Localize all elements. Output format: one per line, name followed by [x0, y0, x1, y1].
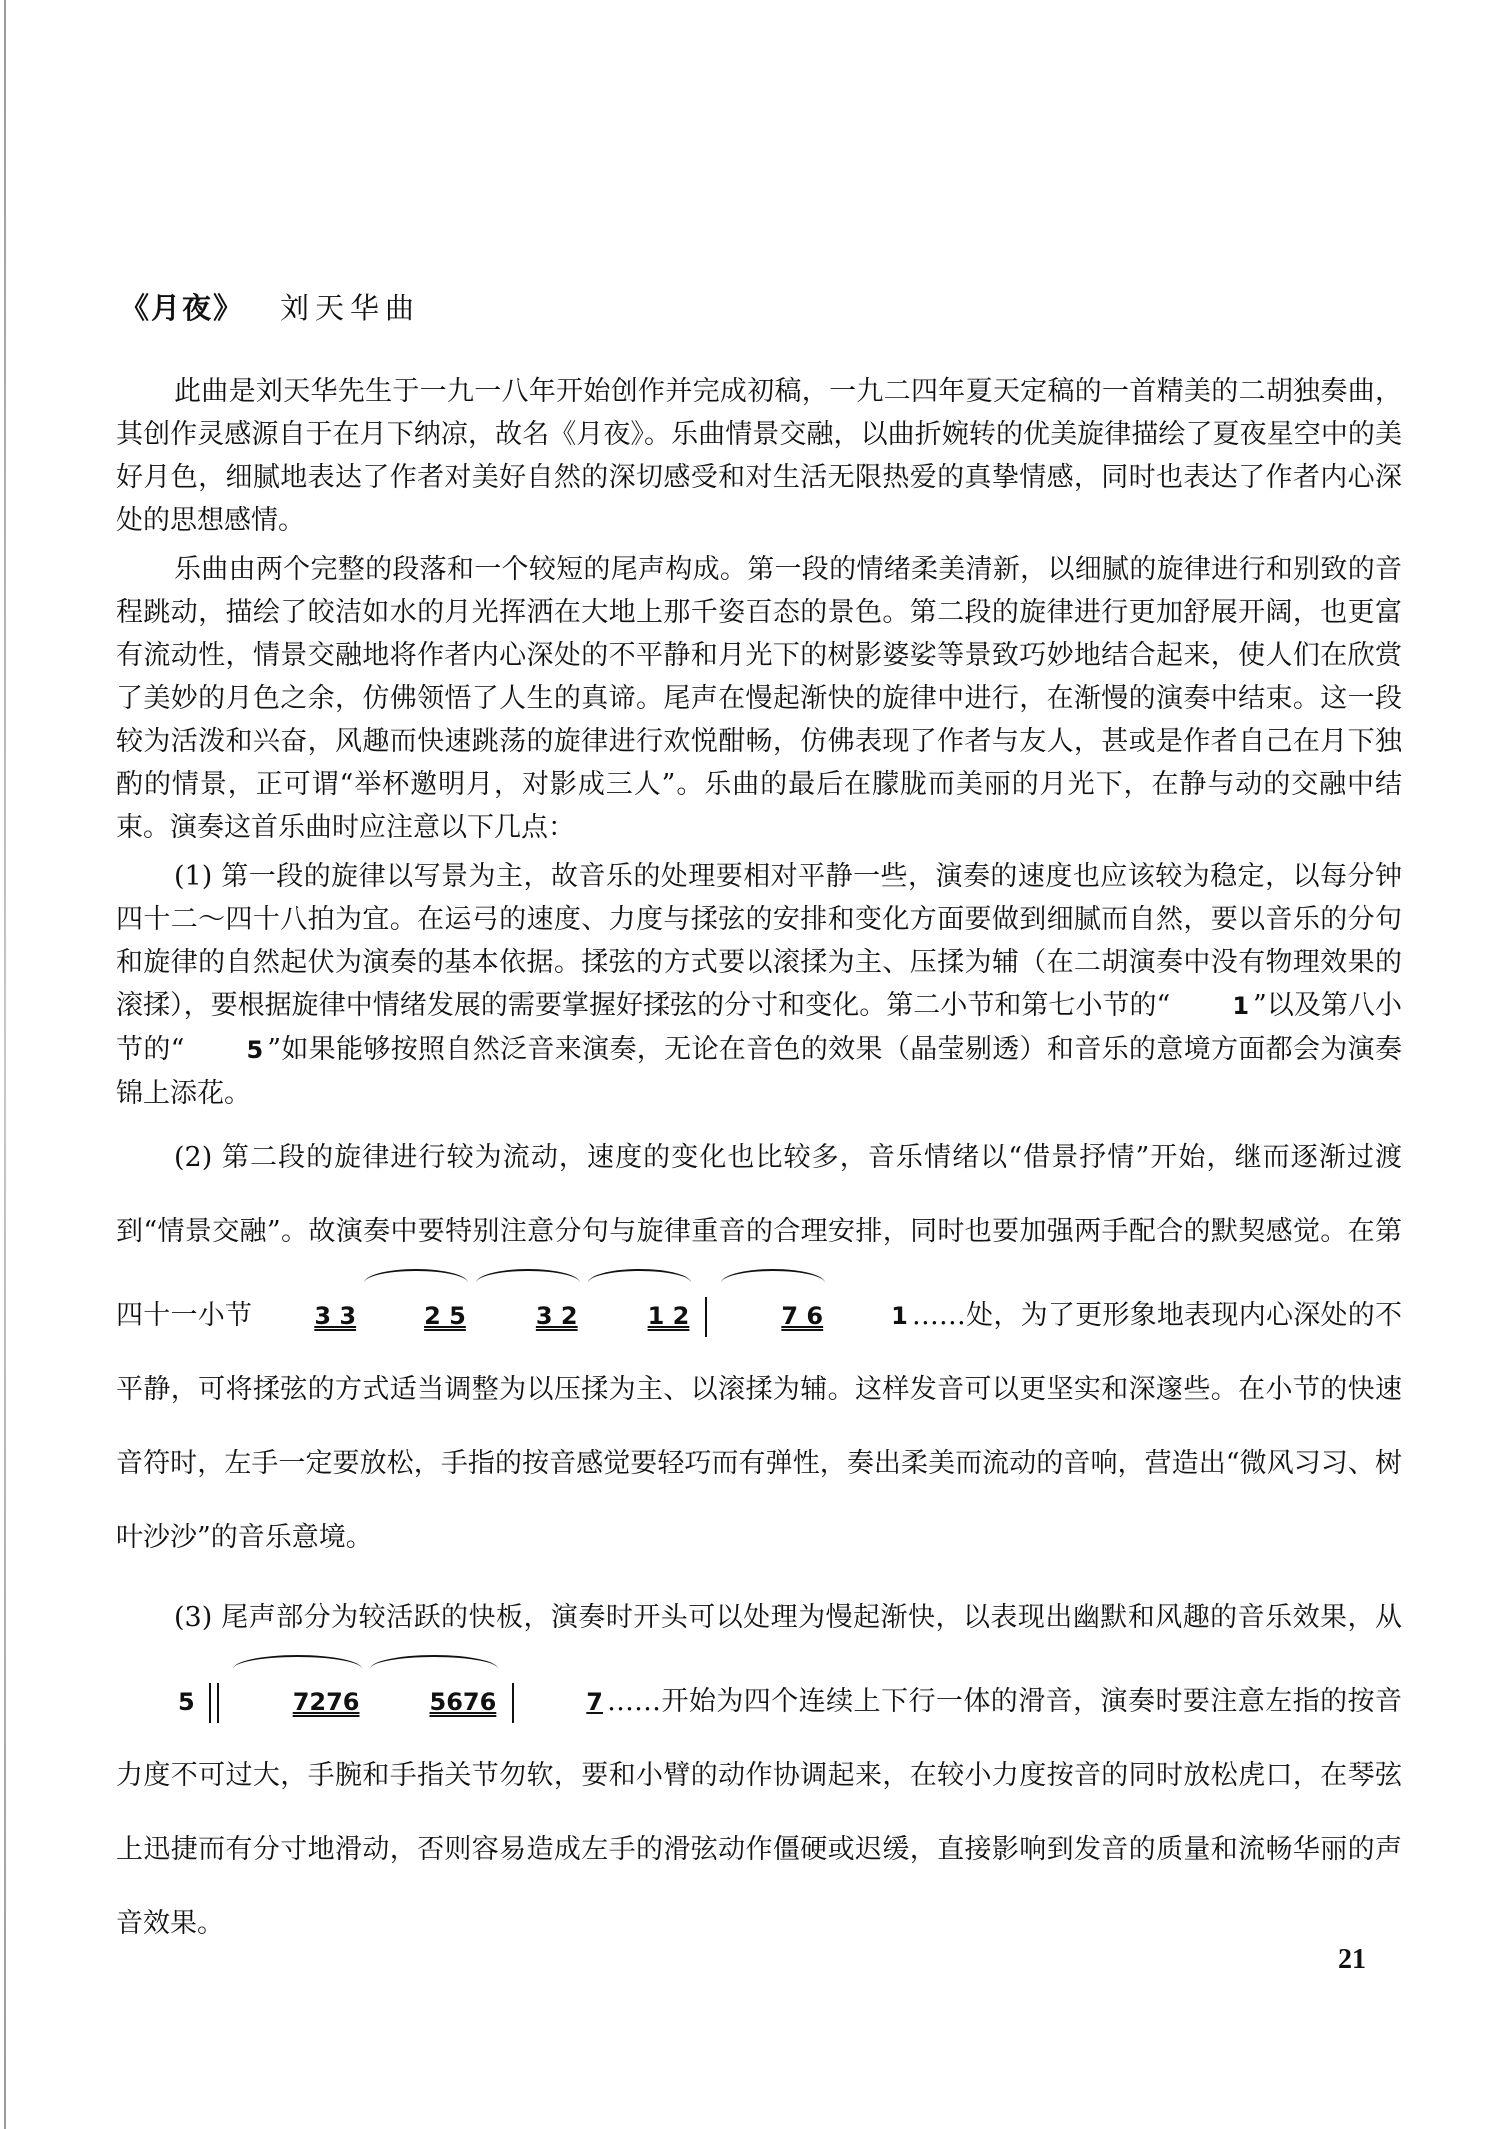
- paragraph-point-3: [116, 1581, 1402, 1961]
- notation-12: 1 2: [588, 1269, 692, 1353]
- page-edge: [4, 0, 6, 2129]
- body-text: [116, 370, 1402, 1967]
- paragraph-point-1: [116, 855, 1402, 1115]
- text: ”如果能够按照自然泛音来演奏，无论在音色的效果（晶莹剔透）和音乐的意境方面都会为演奏锦上添花。: [116, 1034, 1402, 1109]
- text: (1) 第一段的旋律以写景为主，故音乐的处理要相对平静一些，演奏的速度也应该较为稳定，以每分钟四十二～四十八拍为宜。在运弓的速度、力度与揉弦的安排和变化方面要做到细腻而自然，要以音乐的分句和旋律的自然起伏为演奏的基本依据。揉弦的方式要以滚揉为主、压揉为辅（在二胡演奏中没有物理效果的滚揉），要根据旋律中情绪发展的需要掌握好揉弦的分寸和变化。第二小节和第七小节的“: [116, 861, 1402, 1021]
- repeat-barline: [209, 1683, 219, 1723]
- section-heading: [120, 286, 420, 327]
- note-5: 5: [246, 1036, 264, 1064]
- page-number: 21: [1338, 1944, 1366, 1975]
- paragraph-structure: 乐曲由两个完整的段落和一个较短的尾声构成。第一段的情绪柔美清新，以细腻的旋律进行和别致的音程跳动，描绘了皎洁如水的月光挥洒在大地上那千姿百态的景色。第二段的旋律进行更加舒展开阔，也更富有流动性，情景交融地将作者内心深处的不平静和月光下的树影婆娑等景致巧妙地结合起来，使人们在欣赏了美妙的月色之余，仿佛领悟了人生的真谛。尾声在慢起渐快的旋律中进行，在渐慢的演奏中结束。这一段较为活泼和兴奋，风趣而快速跳荡的旋律进行欢悦酣畅，仿佛表现了作者与友人，甚或是作者自己在月下独酌的情景，正可谓“举杯邀明月，对影成三人”。乐曲的最后在朦胧而美丽的月光下，在静与动的交融中结束。演奏这首乐曲时应注意以下几点：: [116, 554, 1402, 843]
- composer: 刘天华曲: [280, 291, 421, 325]
- paragraph-intro: 此曲是刘天华先生于一九一八年开始创作并完成初稿，一九二四年夏天定稿的一首精美的二胡独奏曲，其创作灵感源自于在月下纳凉，故名《月夜》。乐曲情景交融，以曲折婉转的优美旋律描绘了夏夜星空中的美好月色，细腻地表达了作者对美好自然的深切感受和对生活无限热爱的真挚情感，同时也表达了作者内心深处的思想感情。: [116, 376, 1402, 536]
- notation-5676: 5676: [370, 1655, 499, 1739]
- grace-note-5: 5: [178, 1688, 195, 1716]
- notation-7: 7: [586, 1688, 603, 1716]
- piece-title: 《月夜》: [120, 291, 245, 325]
- notation-32: 3 2: [476, 1269, 580, 1353]
- note-1: 1: [1232, 992, 1250, 1020]
- text: (3) 尾声部分为较活跃的快板，演奏时开头可以处理为慢起渐快，以表现出幽默和风趣的音乐效果，从: [174, 1602, 1402, 1633]
- text: ”以及第八小节的“: [116, 990, 1402, 1065]
- text: ……处，为了更形象地表现内心深处的不平静，可将揉弦的方式适当调整为以压揉为主、以滚揉为辅。这样发音可以更坚实和深邃些。在小节的快速音符时，左手一定要放松，手指的按音感觉要轻巧而有弹性，奏出柔美而流动的音响，营造出“微风习习、树叶沙沙”的音乐意境。: [116, 1300, 1403, 1553]
- text: (2) 第二段的旋律进行较为流动，速度的变化也比较多，音乐情绪以“借景抒情”开始，继而逐渐过渡到“情景交融”。故演奏中要特别注意分句与旋律重音的合理安排，同时也要加强两手配合的默契感觉。在第四十一小节: [116, 1142, 1402, 1331]
- notation-1: 1: [891, 1302, 908, 1330]
- paragraph-point-2: [116, 1121, 1402, 1575]
- barline: [512, 1683, 514, 1723]
- notation-76: 7 6: [721, 1269, 825, 1353]
- notation-33: 3 3: [314, 1302, 357, 1330]
- notation-25: 2 5: [364, 1269, 468, 1353]
- notation-7276: 7276: [233, 1655, 362, 1739]
- text: ……开始为四个连续上下行一体的滑音，演奏时要注意左指的按音力度不可过大，手腕和手指关节勿软，要和小臂的动作协调起来，在较小力度按音的同时放松虎口，在琴弦上迅捷而有分寸地滑动，否则容易造成左手的滑弦动作僵硬或迟缓，直接影响到发音的质量和流畅华丽的声音效果。: [116, 1686, 1402, 1939]
- barline: [705, 1297, 707, 1337]
